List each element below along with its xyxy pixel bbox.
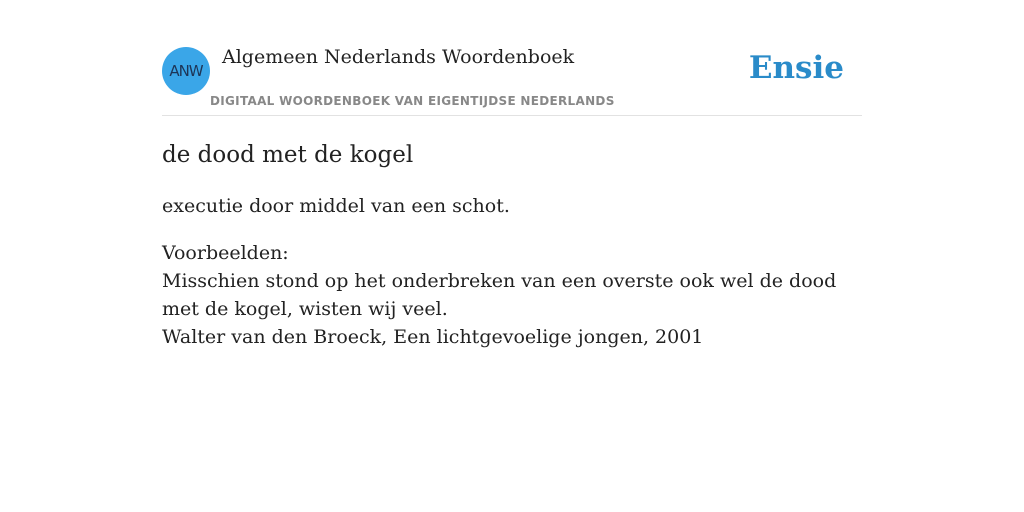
examples-label: Voorbeelden: xyxy=(162,242,289,264)
site-subtitle: DIGITAAL WOORDENBOEK VAN EIGENTIJDSE NEDERLANDS xyxy=(210,94,615,108)
site-header xyxy=(162,0,862,116)
ensie-brand-link[interactable]: Ensie xyxy=(748,50,844,86)
main-container xyxy=(162,0,862,351)
logo-text: ANW xyxy=(169,62,203,80)
anw-logo[interactable] xyxy=(162,47,210,95)
example-source: Walter van den Broeck, Een lichtgevoelige jongen, 2001 xyxy=(162,326,704,348)
entry-content xyxy=(162,140,862,351)
entry-definition: executie door middel van een schot. xyxy=(162,195,510,217)
entry-examples xyxy=(162,239,862,351)
site-title[interactable]: Algemeen Nederlands Woordenboek xyxy=(222,46,575,68)
example-text: Misschien stond op het onderbreken van een overste ook wel de dood met de kogel, wisten wij veel. xyxy=(162,270,837,320)
entry-headword: de dood met de kogel xyxy=(162,142,414,168)
